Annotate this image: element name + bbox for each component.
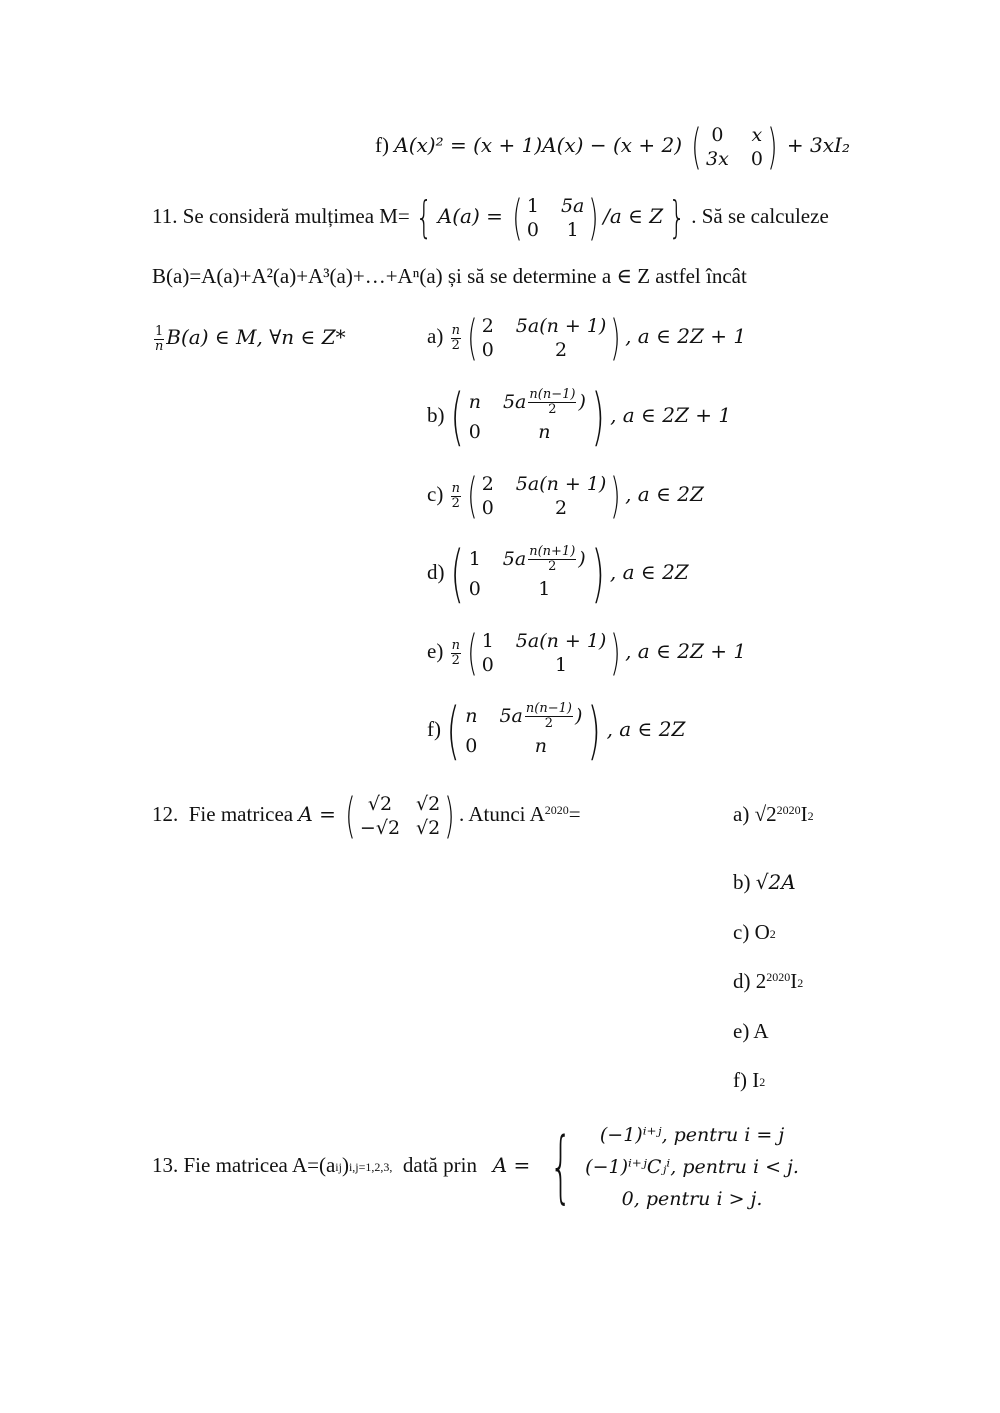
paren-left: ( — [467, 468, 478, 525]
denominator: 2 — [548, 559, 557, 575]
coefficient — [451, 324, 461, 353]
matrix-cell: 1 — [538, 578, 551, 601]
numerator: n — [451, 637, 460, 653]
option-text: I — [790, 969, 798, 993]
exponent: 2020 — [776, 803, 801, 817]
paren-left: ( — [345, 788, 356, 845]
matrix-cell: √2 — [416, 817, 441, 840]
option-text: √2A — [755, 870, 796, 894]
option-label: d) — [733, 969, 751, 993]
subscript: i,j=1,2,3, — [348, 1160, 393, 1175]
p12-option-e[interactable] — [733, 1017, 769, 1045]
denominator: 2 — [451, 495, 460, 511]
option-d[interactable] — [427, 537, 689, 611]
lhs: A = — [298, 802, 336, 826]
matrix-cell: 0 — [711, 124, 724, 147]
matrix — [706, 123, 763, 171]
numerator: n — [451, 322, 460, 338]
matrix-cell: 1 — [566, 219, 579, 242]
matrix-cell: 1 — [468, 547, 481, 570]
matrix-cell: 0 — [750, 148, 763, 171]
matrix-cell: 5a $\frac{n(n-1)}{2}$ ) — [499, 701, 583, 732]
lhs: A = — [492, 1153, 531, 1177]
option-label: f) — [427, 717, 441, 741]
matrix-cell: √2 — [416, 793, 441, 816]
matrix-cell: 5a(n + 1) — [515, 473, 607, 496]
matrix-cell: x — [751, 124, 763, 147]
problem-11-line1 — [152, 190, 829, 247]
brace-right: } — [668, 192, 686, 244]
subscript: 2 — [797, 976, 804, 990]
coefficient — [451, 482, 461, 511]
problem-text: Se consideră mulțimea M= — [182, 204, 410, 228]
denominator: 2 — [451, 652, 460, 668]
condition: , a ∈ 2Z + 1 — [625, 639, 747, 663]
top-item-f — [375, 119, 850, 176]
problem-12 — [152, 788, 581, 845]
matrix-cell: n — [538, 421, 551, 444]
option-label: f) — [733, 1068, 747, 1092]
paren-right: ) — [610, 625, 621, 682]
option-label: b) — [427, 403, 445, 427]
p12-option-b[interactable] — [733, 868, 796, 896]
option-f[interactable] — [427, 694, 686, 768]
matrix-cell: 0 — [481, 339, 494, 362]
exponent: 2020 — [544, 803, 569, 817]
matrix-cell: 5a(n + 1) — [515, 630, 607, 653]
formula-tail: + 3xI₂ — [786, 133, 850, 157]
problem-text: . Să se calculeze — [691, 204, 829, 228]
option-text: 2 — [755, 969, 767, 993]
fraction — [154, 325, 164, 354]
matrix-cell: 0 — [468, 578, 481, 601]
paren-left: ( — [512, 190, 523, 247]
option-text: √2 — [754, 802, 777, 826]
denominator: 2 — [451, 337, 460, 353]
denominator: 2 — [544, 716, 554, 732]
numerator: 1 — [155, 323, 164, 339]
condition: , a ∈ 2Z + 1 — [610, 403, 732, 427]
option-a[interactable] — [427, 310, 747, 367]
matrix — [465, 701, 582, 762]
matrix-cell: 2 — [555, 497, 568, 520]
coefficient — [451, 639, 461, 668]
matrix — [482, 472, 607, 520]
matrix-cell: 1 — [555, 654, 568, 677]
problem-text: ) — [341, 1153, 349, 1177]
option-text: A — [753, 1019, 769, 1043]
brace-left: { — [415, 192, 433, 244]
paren-right: ) — [610, 310, 621, 367]
condition: , a ∈ 2Z — [625, 482, 704, 506]
matrix-cell: 0 — [526, 219, 539, 242]
problem-text: dată prin — [402, 1153, 477, 1177]
matrix-cell: 5a $\frac{n(n+1)}{2}$ ) — [502, 544, 586, 575]
subscript: ij — [335, 1160, 342, 1175]
condition: , a ∈ 2Z + 1 — [625, 324, 747, 348]
matrix-cell: −√2 — [359, 817, 401, 840]
matrix-cell: 2 — [481, 473, 494, 496]
paren-right: ) — [444, 788, 455, 845]
formula: A(x)² = (x + 1)A(x) − (x + 2) — [394, 133, 683, 157]
option-c[interactable] — [427, 468, 704, 525]
matrix-cell: 1 — [526, 195, 539, 218]
option-e[interactable] — [427, 625, 747, 682]
problem-text: B(a)=A(a)+A²(a)+A³(a)+…+Aⁿ(a) și să se determine a ∈ Z astfel încât — [152, 264, 747, 288]
numerator: n(n−1) — [529, 387, 576, 403]
option-label: e) — [733, 1019, 750, 1043]
paren-left: ( — [446, 694, 460, 768]
denominator: 2 — [548, 402, 557, 418]
matrix-cell: 0 — [481, 497, 494, 520]
matrix-cell: 0 — [481, 654, 494, 677]
matrix — [482, 629, 607, 677]
condition: B(a) ∈ M, ∀n ∈ Z* — [166, 325, 346, 349]
option-label: e) — [427, 639, 444, 663]
matrix — [482, 314, 607, 362]
problem-text: . Atunci A — [458, 802, 545, 826]
set-left: A(a) = — [437, 204, 503, 228]
fraction — [528, 545, 576, 574]
option-label: f) — [375, 133, 389, 157]
paren-left: ( — [467, 310, 478, 367]
fraction — [528, 388, 576, 417]
matrix — [360, 792, 440, 840]
option-label: c) — [427, 482, 444, 506]
problem-number: 12. — [152, 802, 179, 826]
p12-option-a[interactable] — [733, 800, 814, 828]
numerator: n — [451, 480, 460, 496]
case-line: 0, pentru i > j. — [621, 1188, 763, 1211]
paren-right: ) — [588, 190, 599, 247]
matrix-cell: 2 — [481, 315, 494, 338]
option-label: a) — [427, 324, 444, 348]
p12-option-c[interactable] — [733, 918, 776, 946]
matrix-cell: 1 — [481, 630, 494, 653]
problem-13 — [152, 1115, 799, 1215]
paren-right: ) — [610, 468, 621, 525]
problem-number: 11. — [152, 204, 178, 228]
matrix — [469, 387, 586, 448]
paren-left: ( — [467, 625, 478, 682]
numerator: n(n+1) — [529, 544, 576, 560]
numerator: n(n−1) — [525, 701, 572, 717]
option-label: a) — [733, 802, 750, 826]
denominator: n — [154, 338, 164, 354]
condition: , a ∈ 2Z — [609, 560, 689, 584]
matrix-cell: 0 — [468, 421, 481, 444]
set-matrix — [527, 194, 585, 242]
matrix-cell: n — [465, 704, 478, 727]
subscript: 2 — [759, 1075, 766, 1089]
subscript: 2 — [807, 809, 814, 823]
option-b[interactable] — [427, 380, 732, 454]
matrix-cell: 5a $\frac{n(n-1)}{2}$ ) — [502, 387, 586, 418]
p12-option-f[interactable] — [733, 1066, 765, 1094]
brace-left: { — [549, 1122, 572, 1213]
problem-11-condition — [152, 315, 346, 359]
cases — [585, 1119, 799, 1215]
subscript: 2 — [769, 927, 776, 941]
paren-right: ) — [767, 119, 778, 176]
condition: , a ∈ 2Z — [606, 717, 686, 741]
matrix-cell: 0 — [465, 735, 478, 758]
matrix-cell: 2 — [555, 339, 568, 362]
exponent: 2020 — [766, 970, 791, 984]
paren-right: ) — [591, 537, 605, 611]
option-label: c) — [733, 920, 750, 944]
problem-text: Fie matricea — [188, 802, 294, 826]
paren-right: ) — [587, 694, 602, 768]
paren-left: ( — [449, 537, 464, 611]
option-label: d) — [427, 560, 445, 584]
equals: = — [568, 802, 581, 826]
paren-left: ( — [449, 380, 464, 454]
fraction — [525, 702, 573, 731]
matrix — [469, 544, 586, 605]
matrix-cell: 5a — [560, 195, 585, 218]
option-text: I — [752, 1068, 760, 1092]
case-line: (−1)ⁱ⁺ʲ, pentru i = j — [599, 1124, 785, 1147]
paren-right: ) — [591, 380, 605, 454]
matrix-cell: 5a(n + 1) — [515, 315, 607, 338]
problem-text: Fie matricea A=(a — [183, 1153, 336, 1177]
matrix-cell: n — [468, 390, 481, 413]
option-text: O — [754, 920, 770, 944]
problem-11-line2 — [152, 262, 747, 290]
matrix-cell: 3x — [706, 148, 729, 171]
paren-left: ( — [691, 119, 702, 176]
option-text: I — [800, 802, 808, 826]
matrix-cell: n — [534, 735, 548, 758]
matrix-cell: √2 — [367, 793, 393, 816]
set-right: /a ∈ Z — [603, 204, 664, 228]
problem-number: 13. — [152, 1153, 179, 1177]
p12-option-d[interactable] — [733, 967, 803, 995]
option-label: b) — [733, 870, 751, 894]
case-line: (−1)ⁱ⁺ʲCⱼⁱ, pentru i < j. — [585, 1156, 799, 1179]
